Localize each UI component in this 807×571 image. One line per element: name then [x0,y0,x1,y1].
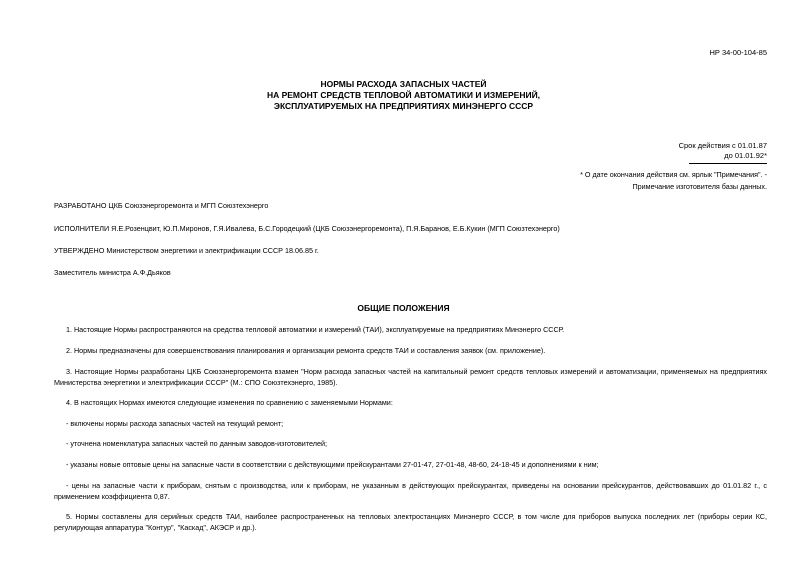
paragraph: 2. Нормы предназначены для совершенствования планирования и организации ремонта средств ТАИ и составления заявок (см. приложение). [66,346,546,355]
approved-by: УТВЕРЖДЕНО Министерством энергетики и электрификации СССР 18.06.85 г. [54,246,319,255]
list-item: - включены нормы расхода запасных частей на текущий ремонт; [66,419,284,428]
paragraph: 4. В настоящих Нормах имеются следующие изменения по сравнению с заменяемыми Нормами: [66,398,393,407]
title-line: ЭКСПЛУАТИРУЕМЫХ НА ПРЕДПРИЯТИЯХ МИНЭНЕРГО СССР [273,101,534,111]
title-line: НА РЕМОНТ СРЕДСТВ ТЕПЛОВОЙ АВТОМАТИКИ И ИЗМЕРЕНИЙ, [266,90,541,100]
paragraph: 3. Настоящие Нормы разработаны ЦКБ Союзэнергоремонта взамен "Норм расхода запасных частей на капитальный ремонт средств тепловых измерений и автоматизации, применяемых на предприятиях Министерства энергетики и электрификации СССР" (М.: СПО Союзтехэнерго, 1985). [54,367,767,387]
footnote-line: * О дате окончания действия см. ярлык "Примечания". - [580,170,767,179]
list-item: - уточнена номенклатура запасных частей по данным заводов-изготовителей; [66,439,327,448]
list-item: - цены на запасные части к приборам, снятым с производства, или к приборам, не указанным в действующих прейскурантах, приведены на основании прейскурантов, действовавших до 01.01.82 г., с применением коэффициента 0,87. [54,481,767,501]
validity-period [679,141,767,161]
paragraph: 5. Нормы составлены для серийных средств ТАИ, наиболее распространенных на тепловых электростанциях Минэнерго СССР, в том числе для приборов выпуска последних лет (приборы серии КС, регулирующая аппаратура "Контур", "Каскад", АКЭСР и др.). [54,512,767,532]
validity-end: до 01.01.92* [724,151,767,160]
paragraph: 1. Настоящие Нормы распространяются на средства тепловой автоматики и измерений (ТАИ), эксплуатируемые на предприятиях Минэнерго СССР. [66,325,565,334]
document-title [0,79,807,112]
validity-start: Срок действия с 01.01.87 [678,141,767,150]
footnote [580,169,767,193]
title-line: НОРМЫ РАСХОДА ЗАПАСНЫХ ЧАСТЕЙ [320,79,487,89]
list-item: - указаны новые оптовые цены на запасные части в соответствии с действующими прейскурантами 27-01-47, 27-01-48, 48-60, 24-18-45 и дополнениями к ним; [66,460,599,469]
footnote-line: Примечание изготовителя базы данных. [632,182,767,191]
document-code: НР 34-00-104-85 [709,48,767,57]
section-title: ОБЩИЕ ПОЛОЖЕНИЯ [357,303,450,313]
developed-by: РАЗРАБОТАНО ЦКБ Союзэнергоремонта и МГП Союзтехэнерго [54,201,269,210]
executors: ИСПОЛНИТЕЛИ Я.Е.Розенцвит, Ю.П.Миронов, Г.Я.Ивалева, Б.С.Городецкий (ЦКБ Союзэнергоремонта), П.Я.Баранов, Е.Б.Кукин (МГП Союзтехэнерго) [54,224,560,233]
footnote-divider [689,163,767,164]
deputy-minister: Заместитель министра А.Ф.Дьяков [54,268,171,277]
